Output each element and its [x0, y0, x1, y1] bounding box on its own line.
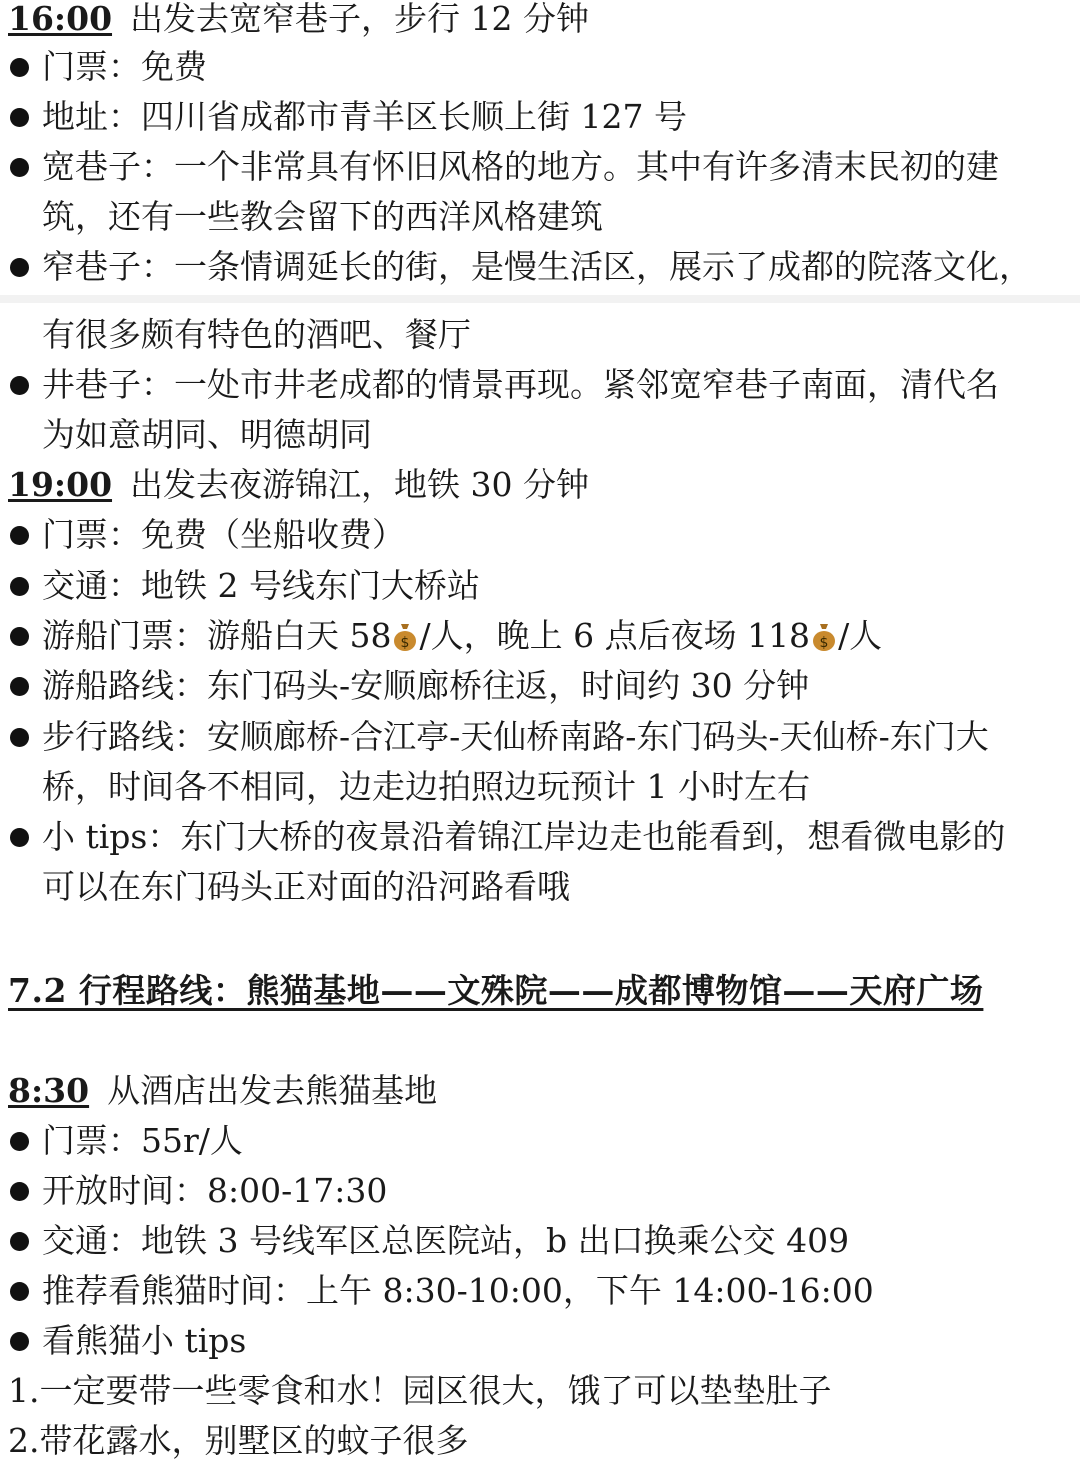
list-item-traffic: [8, 561, 1072, 611]
list-item-continuation: [8, 410, 1072, 460]
page-heading: 7.2 行程路线：熊猫基地——文殊院——成都博物馆——天府广场: [8, 971, 984, 1010]
list-item-tips-title: [8, 1316, 1072, 1366]
list-item-text: 桥，时间各不相同，边走边拍照边玩预计 1 小时左右: [42, 767, 810, 806]
list-item-text: 交通：地铁 2 号线东门大桥站: [42, 566, 480, 605]
bullet-icon: [10, 577, 29, 596]
bullet-icon: [10, 258, 29, 277]
list-item-text: 游船路线：东门码头-安顺廊桥往返，时间约 30 分钟: [42, 666, 810, 705]
list-item-text: 有很多颇有特色的酒吧、餐厅: [42, 315, 471, 354]
section-header-1900: [8, 460, 1072, 510]
cropped-line-container: [0, 1416, 1080, 1460]
numbered-tip-1: [8, 1366, 1072, 1416]
list-item-ticket: [8, 1116, 1072, 1166]
bullet-icon: [10, 376, 29, 395]
bullet-icon: [10, 1182, 29, 1201]
list-item-ticket: [8, 510, 1072, 560]
list-item-continuation: [8, 192, 1072, 242]
list-item-text: 门票：免费（坐船收费）: [42, 515, 405, 554]
list-item-hours: [8, 1166, 1072, 1216]
bullet-icon: [10, 728, 29, 747]
list-item-text: 开放时间：8:00-17:30: [42, 1171, 388, 1210]
boat-ticket-text-b: /人，晚上 6 点后夜场 118: [419, 616, 811, 655]
time-label: 16:00: [8, 0, 113, 38]
list-item-address: [8, 92, 1072, 142]
list-item-continuation: [8, 762, 1072, 812]
list-item-text: 井巷子：一处市井老成都的情景再现。紧邻宽窄巷子南面，清代名: [42, 365, 999, 404]
bullet-icon: [10, 828, 29, 847]
image-seam-divider: [0, 295, 1080, 303]
bullet-icon: [10, 1232, 29, 1251]
list-item-text: 推荐看熊猫时间：上午 8:30-10:00，下午 14:00-16:00: [42, 1271, 874, 1310]
list-item-text: 筑，还有一些教会留下的西洋风格建筑: [42, 197, 603, 236]
list-item-text: 门票：55r/人: [42, 1121, 243, 1160]
section-title: 从酒店出发去熊猫基地: [107, 1071, 438, 1110]
list-item-continuation: [8, 862, 1072, 912]
svg-text:$: $: [819, 635, 829, 651]
list-item-text: 2.带花露水，别墅区的蚊子很多: [8, 1421, 469, 1460]
list-item-text: 看熊猫小 tips: [42, 1321, 247, 1360]
list-item-text: 宽巷子：一个非常具有怀旧风格的地方。其中有许多清末民初的建: [42, 147, 999, 186]
list-item-text: 为如意胡同、明德胡同: [42, 415, 372, 454]
money-bag-icon: [811, 622, 837, 652]
list-item-jing-xiangzi: [8, 360, 1072, 410]
list-item-best-time: [8, 1266, 1072, 1316]
section-header-0830: [8, 1066, 1072, 1116]
list-item-boat-route: [8, 661, 1072, 711]
list-item-text: 小 tips：东门大桥的夜景沿着锦江岸边走也能看到，想看微电影的: [42, 817, 1006, 856]
section-header-1600: [8, 0, 1072, 44]
list-item-text: 地址：四川省成都市青羊区长顺上街 127 号: [42, 97, 687, 136]
bullet-icon: [10, 108, 29, 127]
day-route-heading: [8, 966, 1072, 1016]
list-item-boat-ticket: [8, 611, 1072, 661]
svg-text:$: $: [401, 635, 410, 651]
money-bag-icon: [392, 622, 418, 652]
list-item-kuan-xiangzi: [8, 142, 1072, 192]
list-item-text: [42, 611, 882, 661]
bullet-icon: [10, 677, 29, 696]
bullet-icon: [10, 58, 29, 77]
section-title: 出发去夜游锦江，地铁 30 分钟: [130, 465, 590, 504]
list-item-traffic: [8, 1216, 1072, 1266]
list-item-zhai-xiangzi: [8, 242, 1072, 292]
boat-ticket-text-c: /人: [838, 616, 883, 655]
list-item-text: 步行路线：安顺廊桥-合江亭-天仙桥南路-东门码头-天仙桥-东门大: [42, 717, 989, 756]
numbered-tip-2: [8, 1416, 1072, 1466]
bullet-icon: [10, 1332, 29, 1351]
bullet-icon: [10, 1132, 29, 1151]
list-item-walk-route: [8, 712, 1072, 762]
list-item-ticket: [8, 42, 1072, 92]
list-item-text: 窄巷子：一条情调延长的街，是慢生活区，展示了成都的院落文化，: [42, 247, 1032, 286]
section-title: 出发去宽窄巷子，步行 12 分钟: [130, 0, 590, 38]
list-item-continuation: [8, 310, 1072, 360]
time-label: 8:30: [8, 1071, 90, 1110]
bullet-icon: [10, 526, 29, 545]
list-item-text: 可以在东门码头正对面的沿河路看哦: [42, 867, 570, 906]
bullet-icon: [10, 627, 29, 646]
time-label: 19:00: [8, 465, 113, 504]
boat-ticket-text-a: 游船门票：游船白天 58: [42, 616, 392, 655]
bullet-icon: [10, 1282, 29, 1301]
list-item-tips: [8, 812, 1072, 862]
list-item-text: 门票：免费: [42, 47, 207, 86]
bullet-icon: [10, 158, 29, 177]
list-item-text: 交通：地铁 3 号线军区总医院站，b 出口换乘公交 409: [42, 1221, 850, 1260]
list-item-text: 1.一定要带一些零食和水！园区很大，饿了可以垫垫肚子: [8, 1371, 832, 1410]
